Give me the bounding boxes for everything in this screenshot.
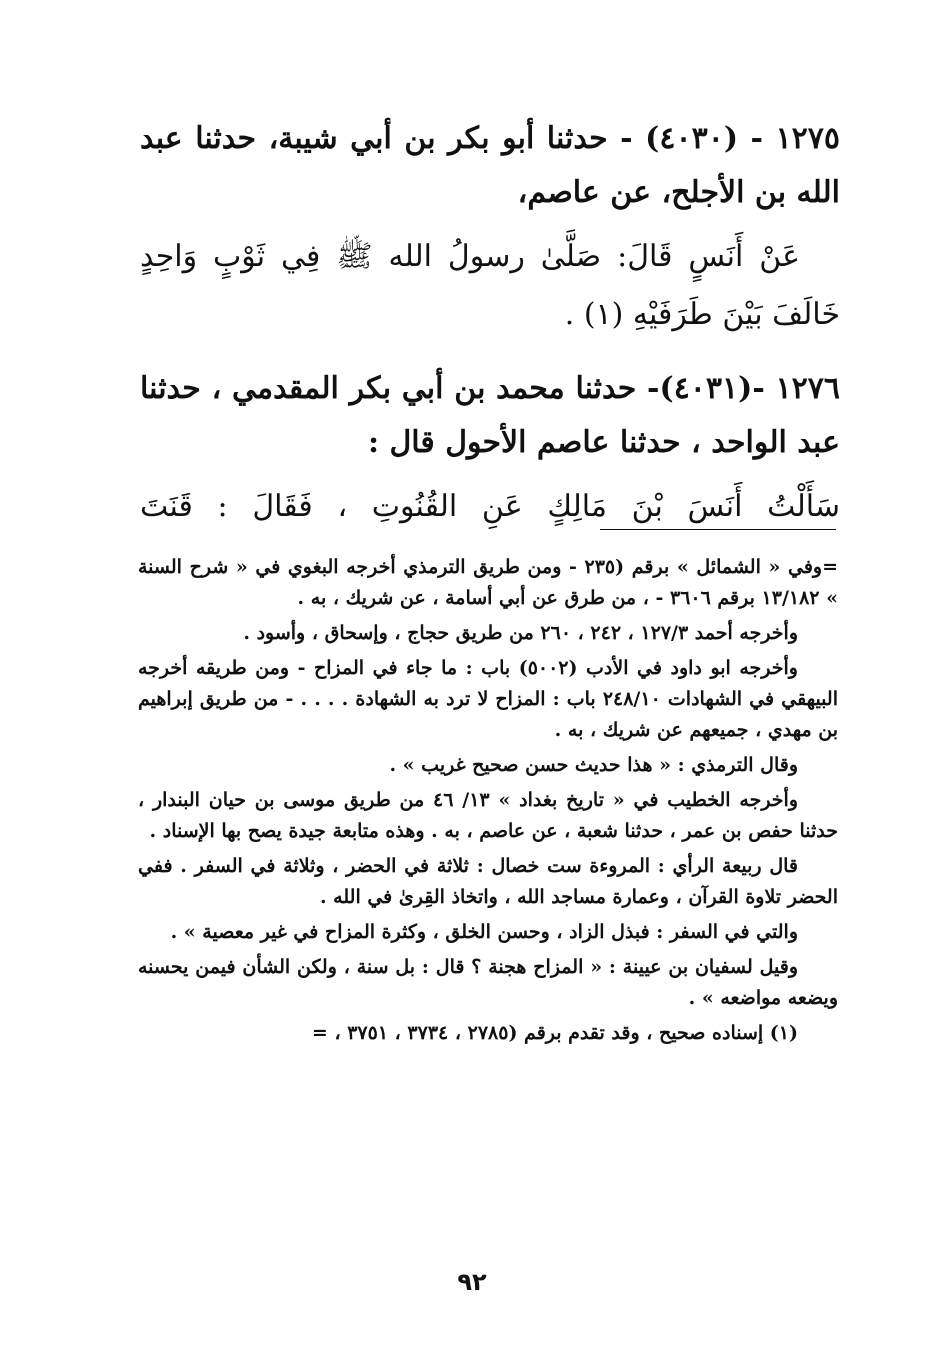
footnote-paragraph: وأخرجه الخطيب في « تاريخ بغداد » ١٣/ ٤٦ من طريق موسى بن حيان البندار ، حدثنا حفص بن عمر ، حدثنا شعبة ، عن عاصم ، به . وهذه متابعة جيدة يصح بها الإسناد . (138, 789, 838, 842)
footnote-1: (١) إسناده صحيح ، وقد تقدم برقم (٢٧٨٥ ، ٣٧٣٤ ، ٣٧٥١ ، = (311, 1022, 798, 1044)
footnote-paragraph: قال ربيعة الرأي : المروءة ست خصال : ثلاثة في الحضر ، وثلاثة في السفر . ففي الحضر تلاوة القرآن ، وعمارة مساجد الله ، واتخاذ القِرىٰ في الله . (138, 855, 838, 908)
footnotes (138, 552, 838, 1053)
footnote-paragraph: وقال الترمذي : « هذا حديث حسن صحيح غريب » . (389, 754, 798, 776)
paragraph-gap (140, 344, 840, 362)
footnote-paragraph: وأخرجه ابو داود في الأدب (٥٠٠٢) باب : ما جاء في المزاح - ومن طريقه أخرجه البيهقي في الشهادات ٢٤٨/١٠ باب : المزاح لا ترد به الشهادة . . . . - من طريق إبراهيم بن مهدي ، جميعهم عن شريك ، به . (138, 657, 838, 741)
main-text (140, 112, 840, 536)
footnote-paragraph: وقيل لسفيان بن عيينة : « المزاح هجنة ؟ قال : بل سنة ، ولكن الشأن فيمن يحسنه ويضعه مواضعه » . (138, 956, 838, 1009)
page-number: ٩٢ (457, 1268, 487, 1296)
footnote-separator (600, 529, 836, 530)
footnote-paragraph: والتي في السفر : فبذل الزاد ، وحسن الخلق ، وكثرة المزاح في غير معصية » . (170, 921, 798, 943)
hadith-1275-isnad: ١٢٧٥ - (٤٠٣٠) - حدثنا أبو بكر بن أبي شيبة، حدثنا عبد الله بن الأجلح، عن عاصم، (140, 121, 840, 210)
hadith-1276-matn: سَأَلْتُ أَنَسَ بْنَ مَالِكٍ عَنِ القُنُوتِ ، فَقَالَ : قَنَتَ (140, 489, 840, 524)
footnote-paragraph: وأخرجه أحمد ١٢٧/٣ ، ٢٤٢ ، ٢٦٠ من طريق حجاج ، وإسحاق ، وأسود . (243, 622, 798, 644)
footnote-paragraph: =وفي « الشمائل » برقم (٢٣٥ - ومن طريق الترمذي أخرجه البغوي في « شرح السنة » ١٣/١٨٢ برقم ٣٦٠٦ - ، من طرق عن أبي أسامة ، عن شريك ، به . (138, 556, 838, 609)
hadith-1276-isnad: ١٢٧٦ -(٤٠٣١)- حدثنا محمد بن أبي بكر المقدمي ، حدثنا عبد الواحد ، حدثنا عاصم الأحول قال : (140, 371, 840, 460)
hadith-1275-matn: عَنْ أَنَسٍ قَالَ: صَلَّىٰ رسولُ الله ﷺ فِي ثَوْبٍ وَاحِدٍ خَالَفَ بَيْنَ طَرَفَيْهِ (١) . (140, 239, 840, 332)
